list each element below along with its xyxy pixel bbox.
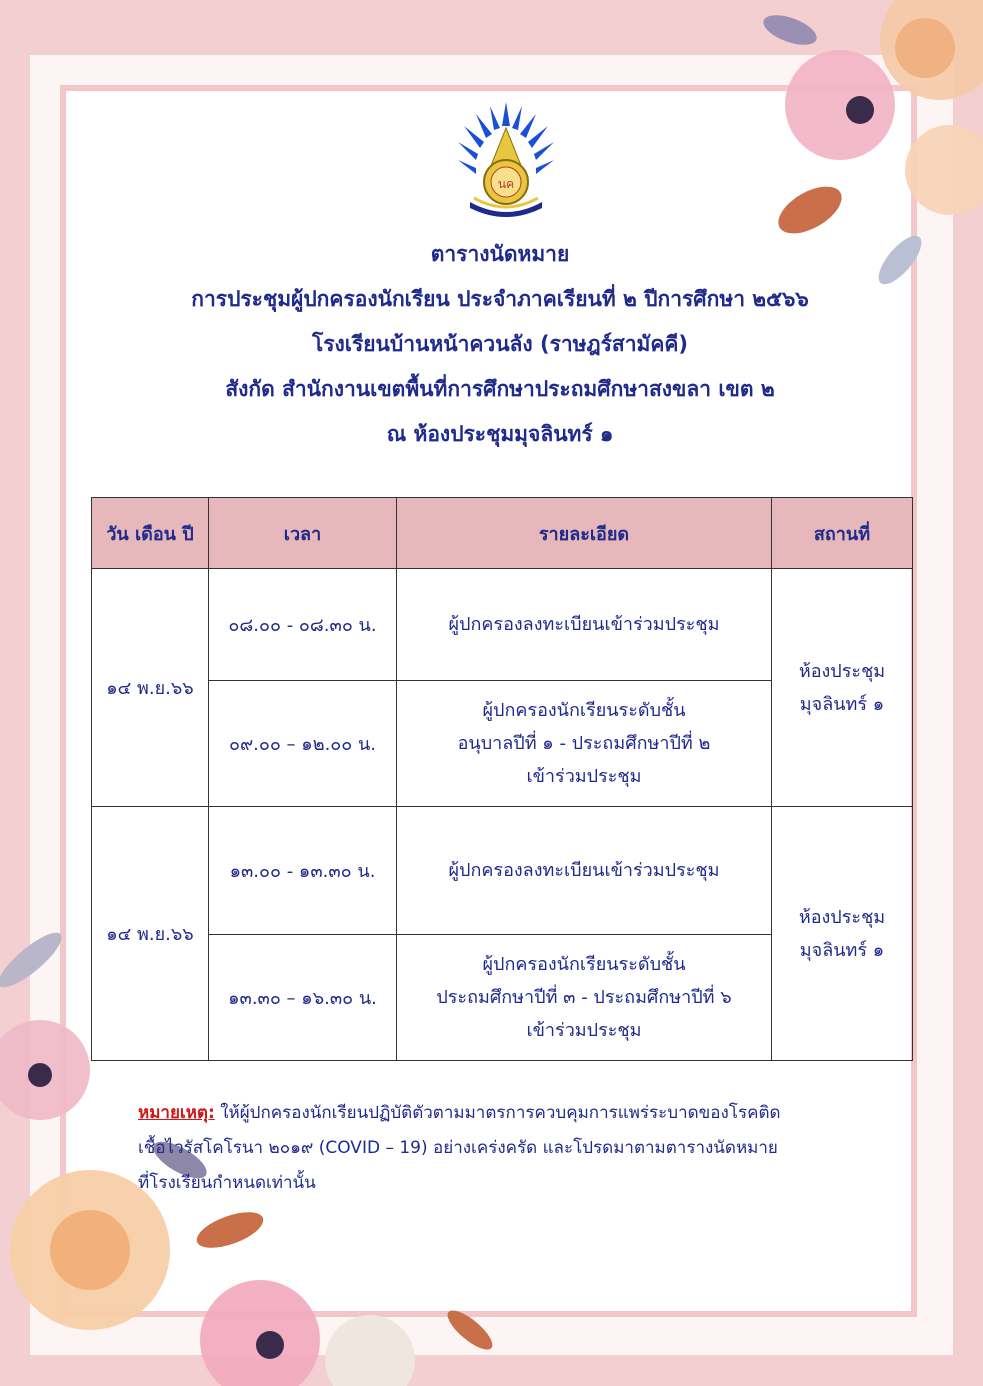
note-section: [138, 1096, 878, 1201]
column-header-time: เวลา: [209, 498, 397, 569]
schedule-table: [91, 497, 913, 1061]
detail-line: ประถมศึกษาปีที่ ๓ - ประถมศึกษาปีที่ ๖: [436, 987, 732, 1008]
header-title: ตารางนัดหมาย: [430, 242, 570, 266]
detail-line: ผู้ปกครองนักเรียนระดับชั้น: [482, 954, 686, 975]
note-line: เชื้อไวรัสโคโรนา ๒๐๑๙ (COVID – 19) อย่างเคร่งครัด และโปรดมาตามตารางนัดหมาย: [138, 1138, 778, 1158]
place-cell: [772, 807, 913, 1061]
detail-line: เข้าร่วมประชุม: [526, 1020, 642, 1041]
detail-line: อนุบาลปีที่ ๑ - ประถมศึกษาปีที่ ๒: [457, 733, 711, 754]
column-header-place: สถานที่: [772, 498, 913, 569]
document-header: [100, 232, 900, 457]
table-header-row: [92, 498, 913, 569]
header-venue: ณ ห้องประชุมมุจลินทร์ ๑: [386, 422, 614, 446]
detail-line: ผู้ปกครองลงทะเบียนเข้าร่วมประชุม: [448, 614, 720, 635]
place-line: ห้องประชุม: [798, 906, 886, 928]
note-line: ที่โรงเรียนกำหนดเท่านั้น: [138, 1173, 316, 1193]
header-school: โรงเรียนบ้านหน้าควนลัง (ราษฎร์สามัคคี): [311, 332, 689, 356]
detail-line: ผู้ปกครองลงทะเบียนเข้าร่วมประชุม: [448, 860, 720, 881]
place-cell: [772, 569, 913, 807]
time-cell: ๑๓.๐๐ - ๑๓.๓๐ น.: [209, 807, 397, 935]
column-header-date: วัน เดือน ปี: [92, 498, 209, 569]
time-cell: ๐๙.๐๐ – ๑๒.๐๐ น.: [209, 681, 397, 807]
detail-cell: [397, 681, 772, 807]
detail-cell: [397, 935, 772, 1061]
detail-line: เข้าร่วมประชุม: [526, 766, 642, 787]
place-line: มุจลินทร์ ๑: [799, 939, 885, 961]
time-cell: ๑๓.๓๐ – ๑๖.๓๐ น.: [209, 935, 397, 1061]
column-header-detail: รายละเอียด: [397, 498, 772, 569]
school-emblem-icon: [450, 98, 562, 218]
date-cell: ๑๔ พ.ย.๖๖: [92, 807, 209, 1061]
place-line: มุจลินทร์ ๑: [799, 693, 885, 715]
detail-cell: [397, 569, 772, 681]
date-cell: ๑๔ พ.ย.๖๖: [92, 569, 209, 807]
note-line: [138, 1096, 878, 1131]
table-row: [92, 807, 913, 935]
table-row: [92, 569, 913, 681]
detail-line: ผู้ปกครองนักเรียนระดับชั้น: [482, 700, 686, 721]
time-cell: ๐๘.๐๐ - ๐๘.๓๐ น.: [209, 569, 397, 681]
note-label: หมายเหตุ:: [138, 1103, 215, 1123]
detail-cell: [397, 807, 772, 935]
place-line: ห้องประชุม: [798, 660, 886, 682]
header-affiliation: สังกัด สำนักงานเขตพื้นที่การศึกษาประถมศึกษาสงขลา เขต ๒: [225, 377, 775, 401]
note-text: ให้ผู้ปกครองนักเรียนปฏิบัติตัวตามมาตรการควบคุมการแพร่ระบาดของโรคติด: [220, 1103, 781, 1123]
header-meeting: การประชุมผู้ปกครองนักเรียน ประจำภาคเรียนที่ ๒ ปีการศึกษา ๒๕๖๖: [191, 287, 809, 311]
svg-text:นค: นค: [497, 177, 515, 191]
